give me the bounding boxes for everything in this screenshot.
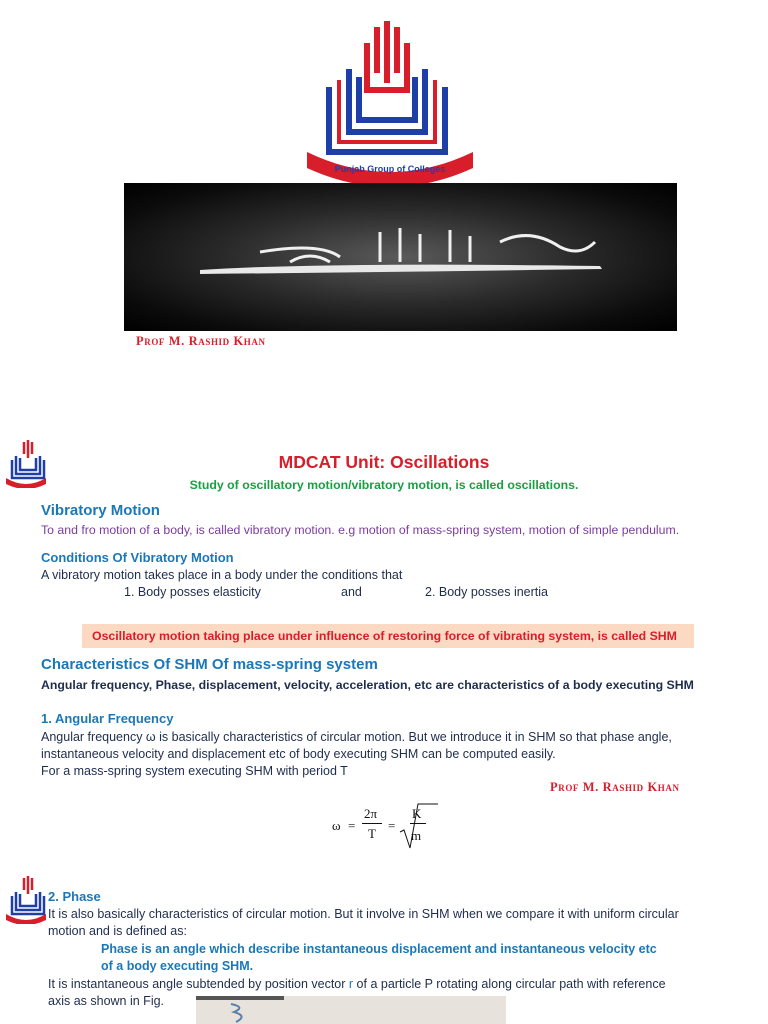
vibratory-definition: To and fro motion of a body, is called vibratory motion. e.g motion of mass-spring system, motion of simple pendulum. <box>41 523 680 537</box>
characteristics-summary: Angular frequency, Phase, displacement, velocity, acceleration, etc are characteristics of a body executing SHM <box>41 678 694 692</box>
formula-equals-1: = <box>348 818 356 833</box>
phase-definition-1: Phase is an angle which describe instantaneous displacement and instantaneous velocity etc <box>101 942 657 956</box>
shm-definition: Oscillatory motion taking place under influence of restoring force of vibrating system, is called SHM <box>92 629 677 643</box>
college-logo <box>305 20 475 185</box>
condition-and: and <box>341 585 362 599</box>
phase-line-3a: It is instantaneous angle subtended by position vector <box>48 977 349 991</box>
prof-name-middle: Prof M. Rashid Khan <box>550 780 680 794</box>
conditions-heading: Conditions Of Vibratory Motion <box>41 550 234 565</box>
vibratory-heading: Vibratory Motion <box>41 502 160 519</box>
college-logo-small-2 <box>4 876 48 924</box>
conditions-intro: A vibratory motion takes place in a body under the conditions that <box>41 568 403 582</box>
figure-spring <box>226 1002 256 1024</box>
phase-line-4: axis as shown in Fig. <box>48 994 165 1008</box>
characteristics-heading: Characteristics Of SHM Of mass-spring system <box>41 656 378 673</box>
formula-denominator-2: m <box>411 828 422 843</box>
formula-fraction-bar-2 <box>410 823 426 824</box>
vector-r: r <box>348 977 354 991</box>
formula-numerator-1: 2π <box>364 806 378 821</box>
formula-numerator-2: K <box>412 806 422 821</box>
bismillah-calligraphy <box>200 222 610 282</box>
formula-fraction-bar-1 <box>362 823 382 824</box>
phase-line-2: motion and is defined as: <box>48 924 187 938</box>
angular-line-1: Angular frequency ω is basically characteristics of circular motion. But we introduce it in SHM so that phase angle, <box>41 730 672 744</box>
angular-heading: 1. Angular Frequency <box>41 711 174 726</box>
unit-subtitle: Study of oscillatory motion/vibratory motion, is called oscillations. <box>189 478 579 492</box>
logo-ribbon-text: Punjab Group of Colleges <box>334 164 446 174</box>
condition-1: 1. Body posses elasticity <box>124 585 261 599</box>
prof-name-top: Prof M. Rashid Khan <box>136 334 266 348</box>
shm-definition-box <box>82 624 694 648</box>
figure-bar <box>196 996 284 1000</box>
formula-denominator-1: T <box>368 826 376 841</box>
phase-figure <box>196 996 506 1024</box>
phase-line-3 <box>48 976 733 993</box>
phase-line-3b: of a particle P rotating along circular path with reference <box>353 977 666 991</box>
condition-2: 2. Body posses inertia <box>425 585 548 599</box>
angular-line-3: For a mass-spring system executing SHM with period T <box>41 764 348 778</box>
phase-line-1: It is also basically characteristics of circular motion. But it involve in SHM when we compare it with uniform circular <box>48 907 679 921</box>
formula-omega: ω <box>332 818 341 833</box>
angular-frequency-formula <box>330 800 450 854</box>
angular-line-2: instantaneous velocity and displacement etc of body executing SHM can be computed easily. <box>41 747 556 761</box>
phase-definition-2: of a body executing SHM. <box>101 959 254 973</box>
phase-heading: 2. Phase <box>48 889 101 904</box>
unit-title: MDCAT Unit: Oscillations <box>278 452 490 472</box>
formula-equals-2: = <box>388 818 396 833</box>
